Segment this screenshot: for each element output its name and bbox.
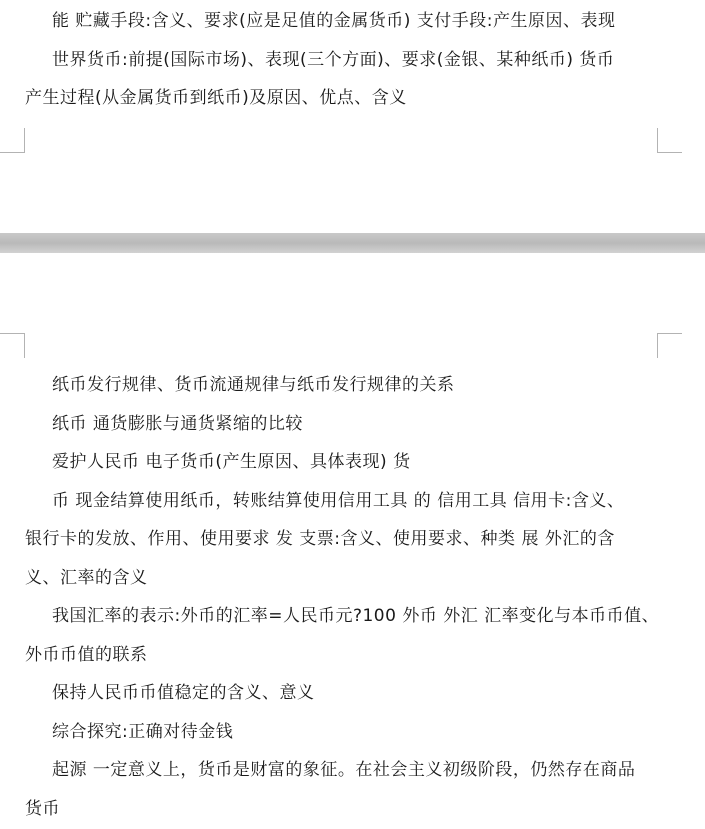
text-line: 银行卡的发放、作用、使用要求 发 支票:含义、使用要求、种类 展 外汇的含 xyxy=(25,529,615,549)
text-line: 我国汇率的表示:外币的汇率=人民币元?100 外币 外汇 汇率变化与本币币值、 xyxy=(52,606,660,626)
text-line: 爱护人民币 电子货币(产生原因、具体表现) 货 xyxy=(52,452,411,472)
page-separator xyxy=(0,233,705,253)
text-line: 起源 一定意义上，货币是财富的象征。在社会主义初级阶段，仍然存在商品 xyxy=(52,760,636,780)
text-line: 外币币值的联系 xyxy=(25,645,148,665)
text-line: 货币 xyxy=(25,799,60,819)
document-page-2 xyxy=(0,253,705,829)
text-line: 综合探究:正确对待金钱 xyxy=(52,722,234,742)
text-line: 世界货币:前提(国际市场)、表现(三个方面)、要求(金银、某种纸币) 货币 xyxy=(52,50,615,70)
margin-corner-mark xyxy=(0,128,25,153)
margin-corner-mark xyxy=(0,333,25,358)
margin-corner-mark xyxy=(657,333,682,358)
document-page-1 xyxy=(0,0,705,233)
text-line: 产生过程(从金属货币到纸币)及原因、优点、含义 xyxy=(25,88,407,108)
text-line: 币 现金结算使用纸币，转账结算使用信用工具 的 信用工具 信用卡:含义、 xyxy=(52,491,625,511)
text-line: 纸币发行规律、货币流通规律与纸币发行规律的关系 xyxy=(52,375,455,395)
text-line: 纸币 通货膨胀与通货紧缩的比较 xyxy=(52,414,303,434)
margin-corner-mark xyxy=(657,128,682,153)
text-line: 义、汇率的含义 xyxy=(25,568,148,588)
text-line: 能 贮藏手段:含义、要求(应是足值的金属货币) 支付手段:产生原因、表现 xyxy=(52,11,616,31)
text-line: 保持人民币币值稳定的含义、意义 xyxy=(52,683,315,703)
